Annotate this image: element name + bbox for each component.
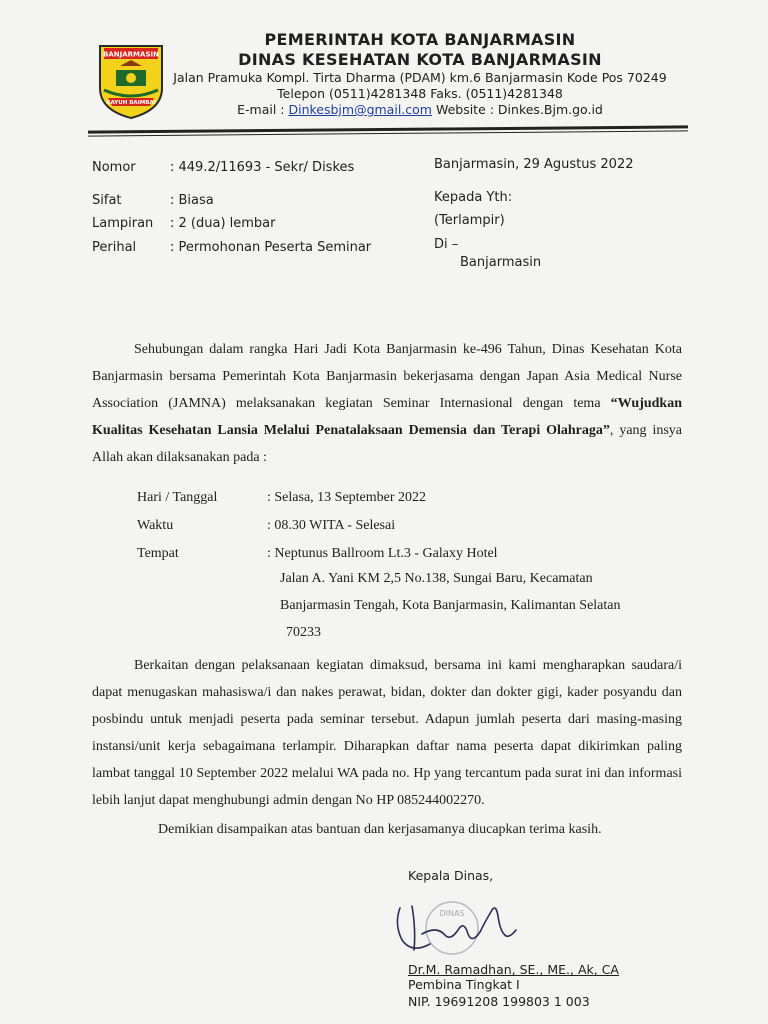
recipient-city: Banjarmasin [460, 255, 542, 270]
tempat-value: : Neptunus Ballroom Lt.3 - Galaxy Hotel [267, 546, 498, 561]
lampiran-label: Lampiran [92, 216, 154, 231]
email-label: E-mail : [237, 102, 289, 117]
signatory-name-text: Dr.M. Ramadhan, SE., ME., Ak, CA [408, 962, 619, 977]
city-logo [96, 40, 166, 120]
waktu-value: : 08.30 WITA - Selesai [267, 518, 396, 533]
letter-body-closing [158, 816, 748, 843]
place-date: Banjarmasin, 29 Agustus 2022 [434, 157, 634, 172]
website-text: Website : Dinkes.Bjm.go.id [431, 102, 603, 117]
waktu-label: Waktu [137, 518, 174, 533]
nomor-label: Nomor [92, 160, 136, 175]
tempat-address-line1: Jalan A. Yani KM 2,5 No.138, Sungai Baru, Kecamatan [280, 571, 593, 586]
detail-hari [137, 490, 426, 506]
sifat-value: : Biasa [170, 193, 214, 208]
detail-waktu [137, 518, 395, 534]
letter-body-intro [92, 336, 682, 471]
svg-text:BANJARMASIN: BANJARMASIN [103, 50, 159, 59]
sifat-label: Sifat [92, 193, 122, 208]
paragraph-request: Berkaitan dengan pelaksanaan kegiatan dimaksud, bersama ini kami mengharapkan saudara/i dapat menugaskan mahasiswa/i dan nakes perawat, bidan, dokter dan dokter gigi, kader posyandu dan posbindu untuk menjadi peserta pada seminar tersebut. Adapun jumlah peserta dari masing-masing instansi/unit kerja sebagaimana terlampir. Diharapkan daftar nama peserta dapat dikirimkan paling lambat tanggal 10 September 2022 melalui WA pada no. Hp yang tercantum pada surat ini dan informasi lebih lanjut dapat menghubungi admin dengan No HP 085244002270. [92, 658, 682, 808]
perihal-label: Perihal [92, 240, 137, 255]
signatory-rank: Pembina Tingkat I [408, 977, 520, 992]
seminar-theme: “Wujudkan Kualitas Kesehatan Lansia Melalui Penatalaksaan Demensia dan Terapi Olahraga” [92, 396, 682, 438]
paragraph-closing: Demikian disampaikan atas bantuan dan kerjasamanya diucapkan terima kasih. [158, 822, 602, 837]
nomor-value: : 449.2/11693 - Sekr/ Diskes [170, 160, 355, 175]
letterhead [170, 30, 670, 118]
signature-and-stamp [392, 890, 522, 960]
kepada-yth: Kepada Yth: [434, 190, 513, 205]
detail-tempat [137, 546, 498, 562]
letterhead-contact [170, 102, 670, 118]
tempat-address-line2: Banjarmasin Tengah, Kota Banjarmasin, Kalimantan Selatan [280, 598, 621, 613]
lampiran-value: : 2 (dua) lembar [170, 216, 276, 231]
letter-body-request [92, 652, 682, 814]
perihal-value: : Permohonan Peserta Seminar [170, 240, 372, 255]
signatory-nip: NIP. 19691208 199803 1 003 [408, 994, 590, 1009]
signatory-title: Kepala Dinas, [408, 868, 494, 883]
svg-text:DINAS: DINAS [439, 909, 465, 918]
svg-text:KAYUH BAIMBAI: KAYUH BAIMBAI [106, 100, 156, 106]
letterhead-address: Jalan Pramuka Kompl. Tirta Dharma (PDAM) km.6 Banjarmasin Kode Pos 70249 [173, 70, 667, 85]
hari-label: Hari / Tanggal [137, 490, 218, 505]
hari-value: : Selasa, 13 September 2022 [267, 490, 427, 505]
signatory-name [408, 962, 619, 977]
intro-text: Sehubungan dalam rangka Hari Jadi Kota Banjarmasin ke-496 Tahun, Dinas Kesehatan Kota Banjarmasin bersama Pemerintah Kota Banjarmasin bekerjasama dengan Japan Asia Medical Nurse Association (JAMNA) melaksanakan kegiatan Seminar Internasional dengan tema [92, 342, 682, 411]
intro-tail: , yang insya Allah akan dilaksanakan pada : [92, 423, 682, 465]
tempat-postcode: 70233 [286, 625, 321, 640]
email-link[interactable]: Dinkesbjm@gmail.com [288, 102, 432, 117]
di-label: Di – [434, 237, 459, 252]
paragraph-intro [92, 336, 682, 471]
letterhead-government: PEMERINTAH KOTA BANJARMASIN [264, 30, 576, 49]
recipient-name: (Terlampir) [434, 213, 505, 228]
letterhead-agency: DINAS KESEHATAN KOTA BANJARMASIN [238, 50, 602, 69]
tempat-label: Tempat [137, 546, 179, 561]
letterhead-phone: Telepon (0511)4281348 Faks. (0511)4281348 [277, 86, 563, 101]
